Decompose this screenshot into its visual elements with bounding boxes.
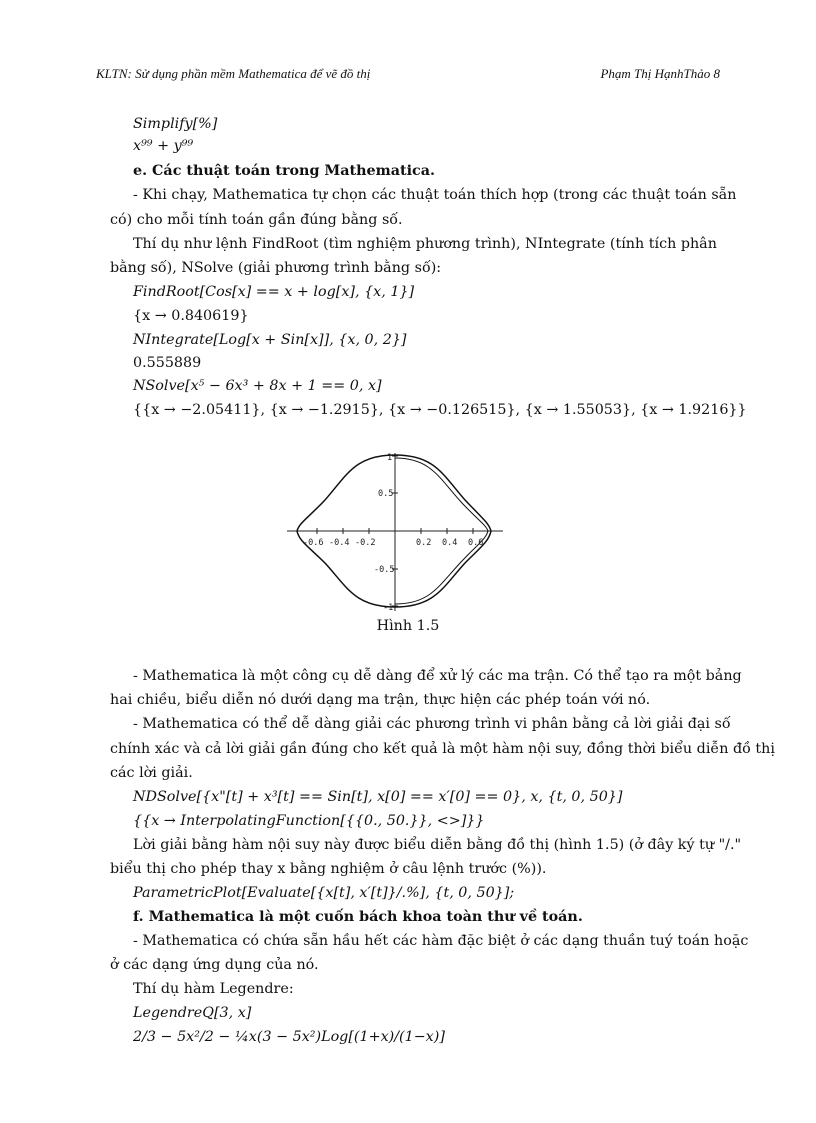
paragraph-line: - Mathematica có chứa sẵn hầu hết các hàm đặc biệt ở các dạng thuần tuý toán hoặc xyxy=(133,933,749,949)
paragraph-line: có) cho mỗi tính toán gần đúng bằng số. xyxy=(110,212,403,228)
paragraph-line: ở các dạng ứng dụng của nó. xyxy=(110,957,319,973)
section-heading-f: f. Mathematica là một cuốn bách khoa toàn thư về toán. xyxy=(133,909,583,925)
page-header xyxy=(96,66,720,84)
x-tick-label: -0.4 xyxy=(329,538,350,548)
result-simplify: x⁹⁹ + y⁹⁹ xyxy=(133,138,194,154)
paragraph-line: bằng số), NSolve (giải phương trình bằng số): xyxy=(110,260,442,276)
paragraph-line: Thí dụ hàm Legendre: xyxy=(133,981,294,997)
paragraph-line: biểu thị cho phép thay x bằng nghiệm ở câu lệnh trước (%)). xyxy=(110,861,547,877)
x-tick-label: 0.4 xyxy=(442,538,458,548)
section-heading-e: e. Các thuật toán trong Mathematica. xyxy=(133,163,435,179)
y-tick-label: -1 xyxy=(383,603,394,613)
x-tick-label: 0.6 xyxy=(468,538,484,548)
result-findroot: {x → 0.840619} xyxy=(133,308,249,324)
x-tick-label: -0.6 xyxy=(303,538,324,548)
paragraph-line: các lời giải. xyxy=(110,765,193,781)
y-tick-label: -0.5 xyxy=(374,565,395,575)
header-author-page: Phạm Thị HạnhThảo 8 xyxy=(600,66,720,81)
x-tick-label: 0.2 xyxy=(416,538,432,548)
code-nsolve: NSolve[x⁵ − 6x³ + 8x + 1 == 0, x] xyxy=(133,378,382,394)
code-findroot: FindRoot[Cos[x] == x + log[x], {x, 1}] xyxy=(133,284,415,300)
result-nsolve: {{x → −2.05411}, {x → −1.2915}, {x → −0.126515}, {x → 1.55053}, {x → 1.9216}} xyxy=(133,402,747,418)
header-title: KLTN: Sử dụng phần mềm Mathematica để vẽ đồ thị xyxy=(96,66,371,81)
y-tick-label: 1 xyxy=(387,453,393,463)
y-tick-label: 0.5 xyxy=(378,489,394,499)
code-parametricplot: ParametricPlot[Evaluate[{x[t], x′[t]}/.%], {t, 0, 50}]; xyxy=(133,885,515,901)
x-tick-label: -0.2 xyxy=(355,538,376,548)
paragraph-line: - Khi chạy, Mathematica tự chọn các thuật toán thích hợp (trong các thuật toán sẵn xyxy=(133,187,737,203)
paragraph-line: Thí dụ như lệnh FindRoot (tìm nghiệm phương trình), NIntegrate (tính tích phân xyxy=(133,236,717,252)
paragraph-line: Lời giải bằng hàm nội suy này được biểu diễn bằng đồ thị (hình 1.5) (ở đây ký tự "/." xyxy=(133,837,742,853)
code-legendre: LegendreQ[3, x] xyxy=(133,1005,252,1021)
result-legendre: 2/3 − 5x²/2 − ¼x(3 − 5x²)Log[(1+x)/(1−x)] xyxy=(133,1029,445,1045)
result-nintegrate: 0.555889 xyxy=(133,355,202,371)
code-simplify: Simplify[%] xyxy=(133,116,218,132)
code-ndsolve: NDSolve[{x"[t] + x³[t] == Sin[t], x[0] == x′[0] == 0}, x, {t, 0, 50}] xyxy=(133,789,623,805)
paragraph-line: hai chiều, biểu diễn nó dưới dạng ma trận, thực hiện các phép toán với nó. xyxy=(110,692,651,708)
paragraph-line: chính xác và cả lời giải gần đúng cho kết quả là một hàm nội suy, đồng thời biểu diễn đồ thị xyxy=(110,741,775,757)
code-nintegrate: NIntegrate[Log[x + Sin[x]], {x, 0, 2}] xyxy=(133,332,407,348)
figure-caption: Hình 1.5 xyxy=(376,618,440,634)
paragraph-line: - Mathematica có thể dễ dàng giải các phương trình vi phân bằng cả lời giải đại số xyxy=(133,716,731,732)
result-ndsolve: {{x → InterpolatingFunction[{{0., 50.}}, <>]}} xyxy=(133,813,485,829)
parametric-plot-figure xyxy=(285,445,505,615)
paragraph-line: - Mathematica là một công cụ dễ dàng để xử lý các ma trận. Có thể tạo ra một bảng xyxy=(133,668,742,684)
